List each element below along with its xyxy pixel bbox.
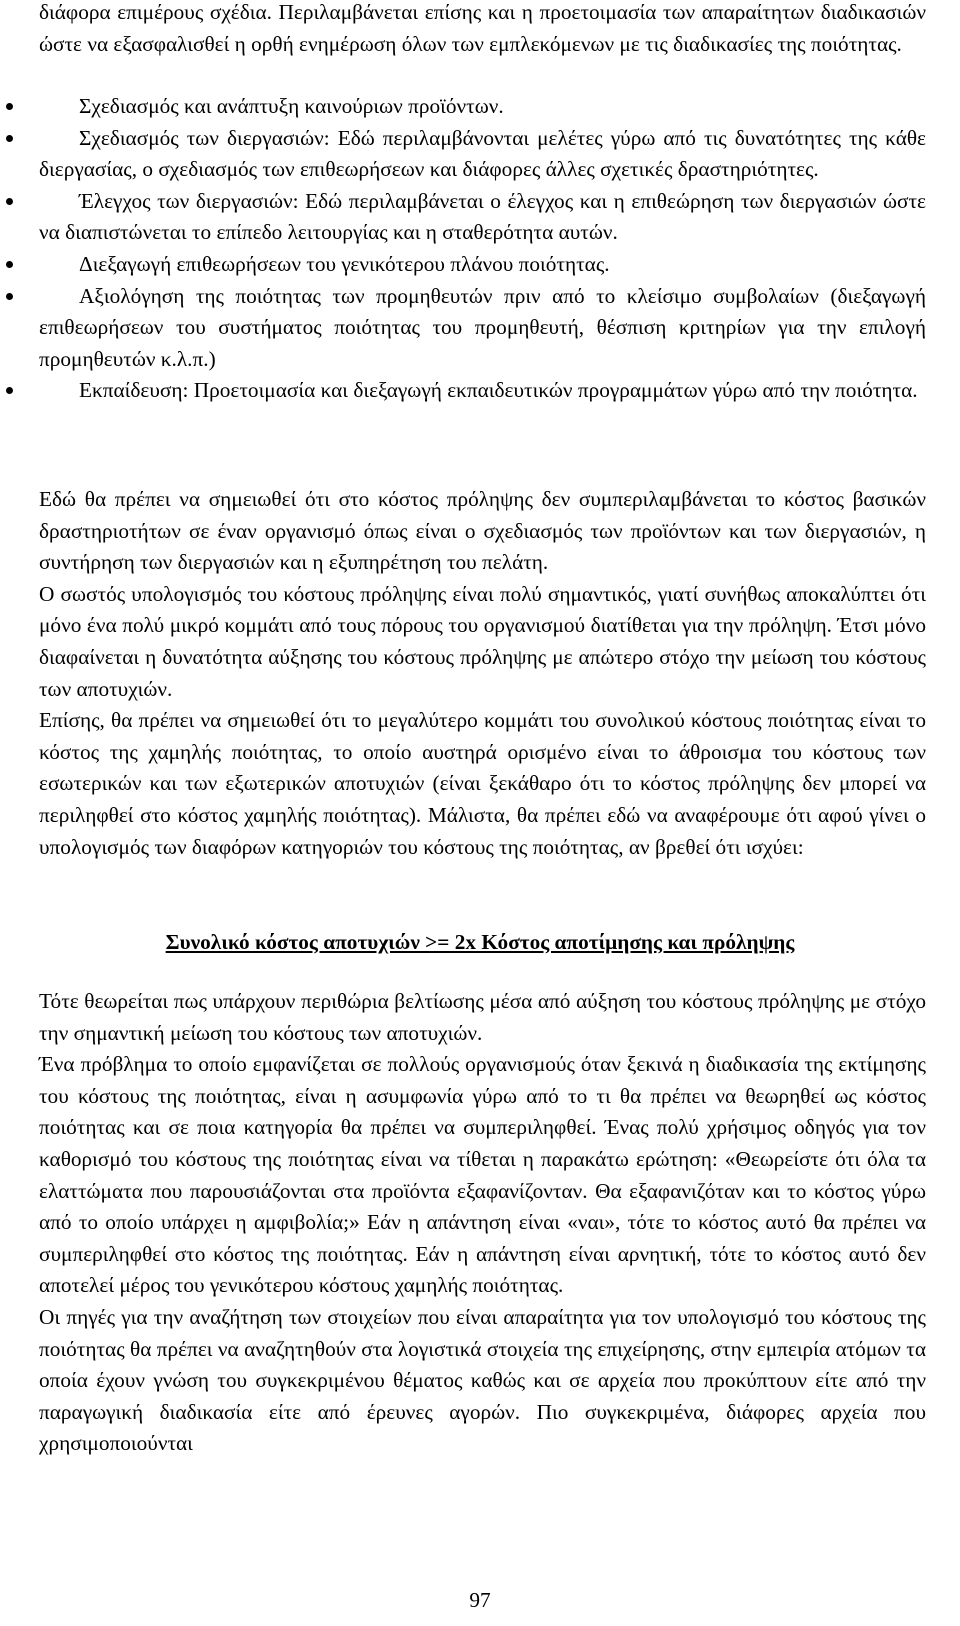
list-item: Σχεδιασμός των διεργασιών: Εδώ περιλαμβάνονται μελέτες γύρω από τις δυνατότητες της κάθε διεργασίας, ο σχεδιασμός των επιθεωρήσεων και διάφορες άλλες σχετικές δραστηριότητες. — [39, 123, 926, 186]
bullet-icon — [6, 387, 13, 394]
list-item: Διεξαγωγή επιθεωρήσεων του γενικότερου πλάνου ποιότητας. — [39, 249, 926, 281]
formula: Συνολικό κόστος αποτυχιών >= 2x Κόστος αποτίμησης και πρόληψης — [165, 930, 795, 954]
list-item: Έλεγχος των διεργασιών: Εδώ περιλαμβάνεται ο έλεγχος και η επιθεώρηση των διεργασιών ώστε να διαπιστώνεται το επίπεδο λειτουργίας και η σταθερότητα αυτών. — [39, 186, 926, 249]
bullet-icon — [6, 198, 13, 205]
paragraph: Ο σωστός υπολογισμός του κόστους πρόληψης είναι πολύ σημαντικός, γιατί συνήθως αποκαλύπτει ότι μόνο ένα πολύ μικρό κομμάτι από τους πόρους του οργανισμού διατίθεται για την πρόληψη. Έτσι μόνο διαφαίνεται η δυνατότητα αύξησης του κόστους πρόληψης με απώτερο στόχο την μείωση του κόστους των αποτυχιών. — [39, 581, 926, 701]
bullet-icon — [6, 103, 13, 110]
list-item: Εκπαίδευση: Προετοιμασία και διεξαγωγή εκπαιδευτικών προγραμμάτων γύρω από την ποιότητα. — [39, 375, 926, 407]
bullet-icon — [6, 293, 13, 300]
paragraph: Επίσης, θα πρέπει να σημειωθεί ότι το μεγαλύτερο κομμάτι του συνολικού κόστους ποιότητας είναι το κόστος της χαμηλής ποιότητας, το οποίο αυστηρά ορισμένο είναι το άθροισμα του κόστους των εσωτερικών και των εξωτερικών αποτυχιών (είναι ξεκάθαρο ότι το κόστος πρόληψης δεν μπορεί να περιληφθεί στο κόστος χαμηλής ποιότητας). Μάλιστα, θα πρέπει εδώ να αναφέρουμε ότι αφού γίνει ο υπολογισμός των διαφόρων κατηγοριών του κόστους της ποιότητας, αν βρεθεί ότι ισχύει: — [39, 708, 926, 859]
page-number: 97 — [469, 1588, 491, 1612]
body-text — [39, 484, 926, 863]
bullet-list — [39, 91, 926, 407]
paragraph: Ένα πρόβλημα το οποίο εμφανίζεται σε πολλούς οργανισμούς όταν ξεκινά η διαδικασία της εκτίμησης του κόστους της ποιότητας, είναι η ασυμφωνία γύρω από το τι θα πρέπει να θεωρηθεί ως κόστος ποιότητας και σε ποια κατηγορία θα πρέπει να συμπεριληφθεί. Ένας πολύ χρήσιμος οδηγός για τον καθορισμό του κόστους της ποιότητας είναι να τίθεται η παρακάτω ερώτηση: «Θεωρείστε ότι όλα τα ελαττώματα που παρουσιάζονται στα προϊόντα εξαφανίζονταν. Θα εξαφανιζόταν και το κόστος γύρω από το οποίο υπάρχει η αμφιβολία;» Εάν η απάντηση είναι «ναι», τότε το κόστος αυτό θα πρέπει να συμπεριληφθεί στο κόστος της ποιότητας. Εάν η απάντηση είναι αρνητική, τότε το κόστος αυτό δεν αποτελεί μέρος του γενικότερου κόστους χαμηλής ποιότητας. — [39, 1052, 926, 1298]
bullet-icon — [6, 135, 13, 142]
bullet-icon — [6, 261, 13, 268]
list-item: Αξιολόγηση της ποιότητας των προμηθευτών πριν από το κλείσιμο συμβολαίων (διεξαγωγή επιθεωρήσεων του συστήματος ποιότητας του προμηθευτή, θέσπιση κριτηρίων για την επιλογή προμηθευτών κ.λ.π.) — [39, 281, 926, 376]
paragraph: Εδώ θα πρέπει να σημειωθεί ότι στο κόστος πρόληψης δεν συμπεριλαμβάνεται το κόστος βασικών δραστηριοτήτων σε έναν οργανισμό όπως είναι ο σχεδιασμός των προϊόντων και των διεργασιών, η συντήρηση των διεργασιών και η εξυπηρέτηση του πελάτη. — [39, 487, 926, 575]
body-text-continued — [39, 986, 926, 1460]
paragraph: Τότε θεωρείται πως υπάρχουν περιθώρια βελτίωσης μέσα από αύξηση του κόστους πρόληψης με στόχο την σημαντική μείωση του κόστους των αποτυχιών. — [39, 989, 926, 1045]
list-item: Σχεδιασμός και ανάπτυξη καινούριων προϊόντων. — [39, 91, 926, 123]
lead-paragraph: διάφορα επιμέρους σχέδια. Περιλαμβάνεται επίσης και η προετοιμασία των απαραίτητων διαδικασιών ώστε να εξασφαλισθεί η ορθή ενημέρωση όλων των εμπλεκόμενων με τις διαδικασίες της ποιότητας. — [39, 0, 926, 56]
paragraph: Οι πηγές για την αναζήτηση των στοιχείων που είναι απαραίτητα για τον υπολογισμό του κόστους της ποιότητας θα πρέπει να αναζητηθούν στα λογιστικά στοιχεία της επιχείρησης, στην εμπειρία ατόμων τα οποία έχουν γνώση του συγκεκριμένου θέματος καθώς και σε αρχεία που προκύπτουν είτε από την παραγωγική διαδικασία είτε από έρευνες αγορών. Πιο συγκεκριμένα, διάφορες αρχεία που χρησιμοποιούνται — [39, 1304, 926, 1456]
